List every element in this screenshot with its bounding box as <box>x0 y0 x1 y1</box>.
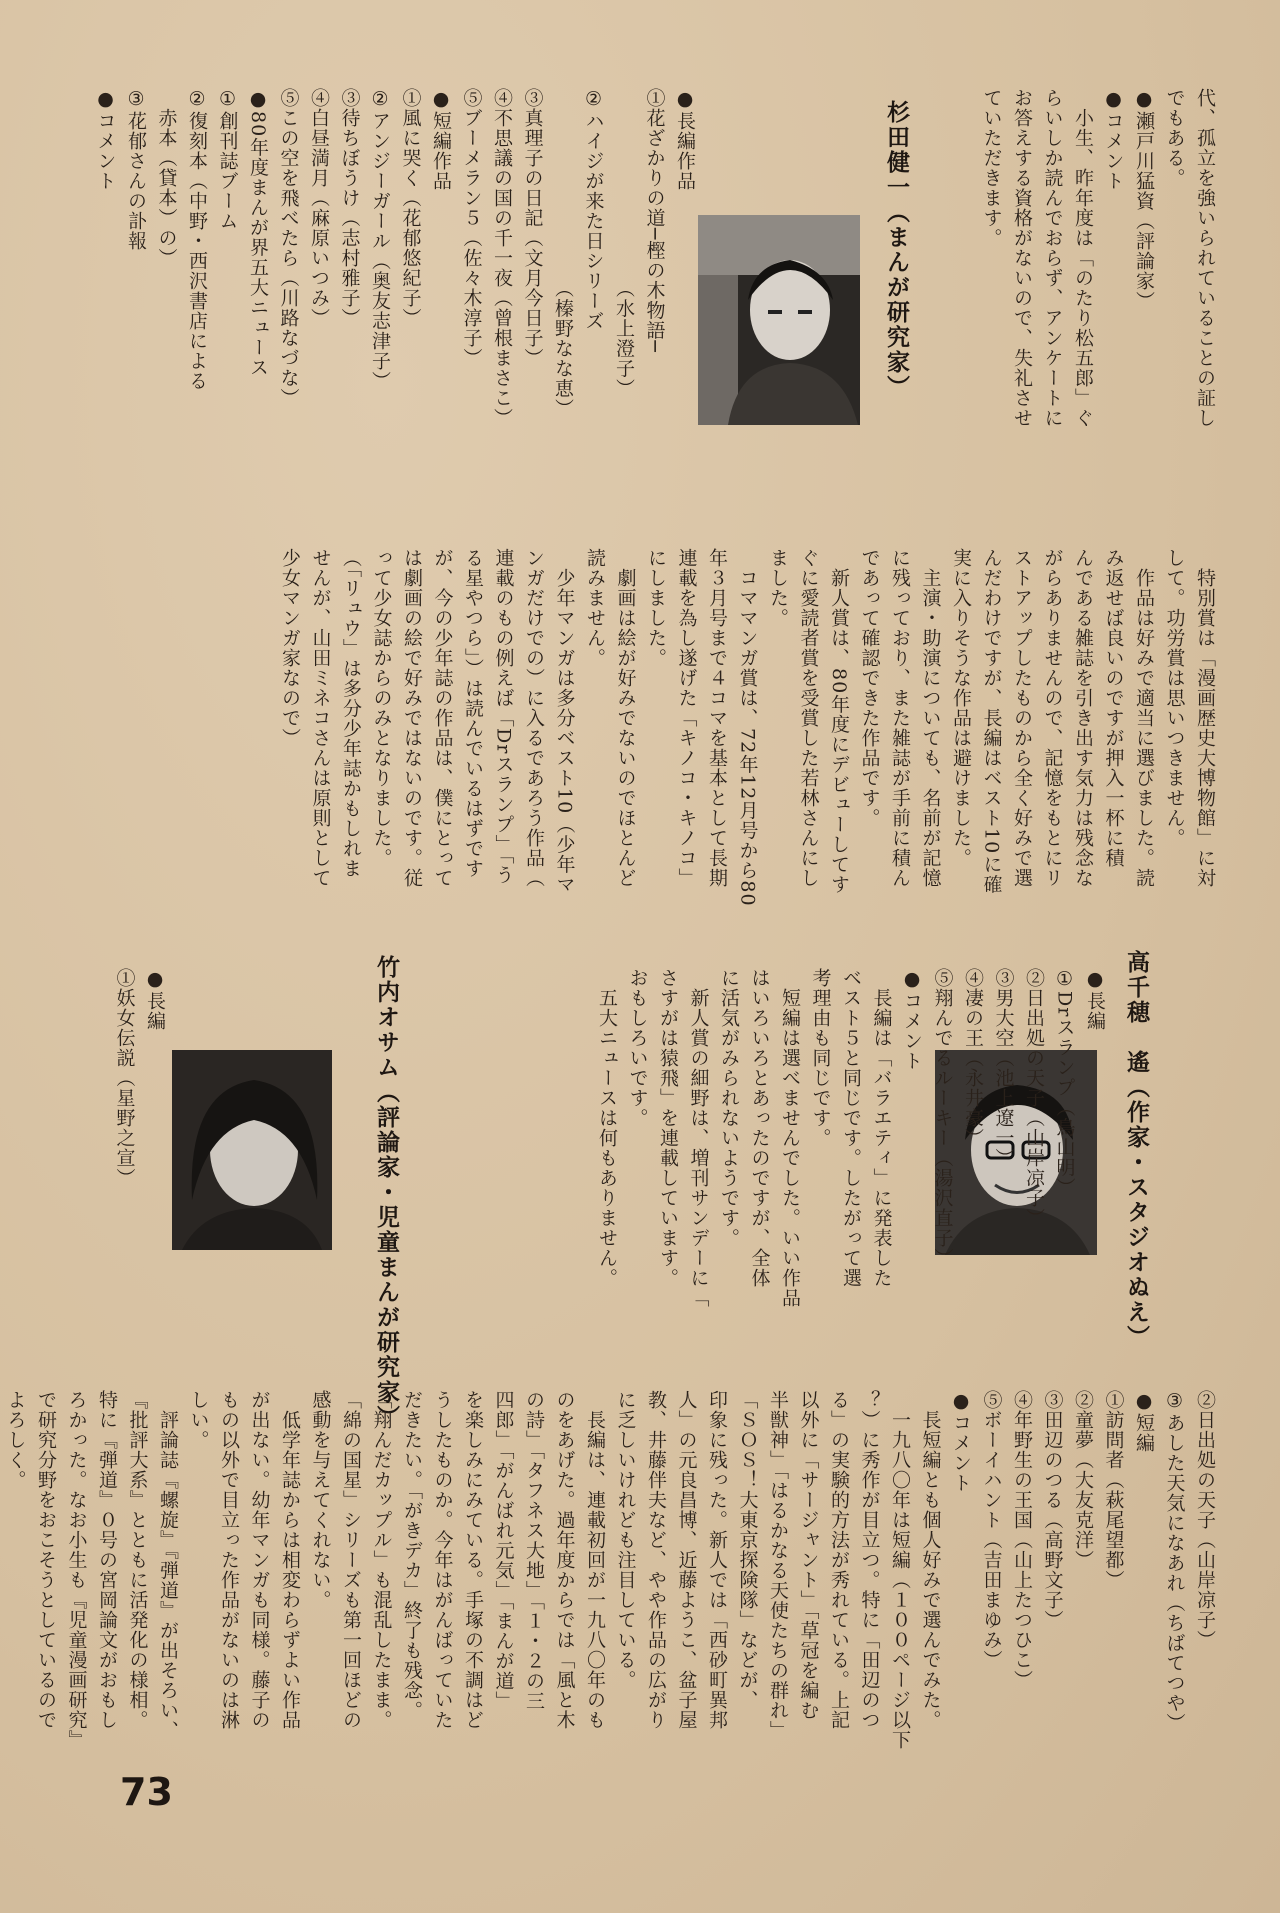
author-name-takeuchi: 竹内オサム（評論家・児童まんが研究家） <box>373 955 399 1430</box>
text-block-takachiho: ●長編 ①Drスランプ（鳥山明） ②日出処の天子（山岸凉子） ③男大空（池上遼一） ④凄の王（永井豪） ⑤翔んでるルーキー（湯沢直子） ●コメント 長編は「バラエティ」に発表した ベスト５と同じです。したがって選 考理由も同じです。 短編は選べませんでした。いい作品 はいろいろとあったのですが、全体 に活気がみられないようです。 新人賞の細野は、増刊サンデーに「 さすがは猿飛」を連載しています。 おもしろいです。 五大ニュースは何もありません。 <box>596 968 1106 1308</box>
text-block-sugita-list: ●長編作品 ①花ざかりの道─樫の木物語─ （水上澄子） ②ハイジが来た日シリーズ （榛野なな恵） ③真理子の日記（文月今日子） ④不思議の国の千一夜（曾根まさこ） ⑤ブーメラン５（佐々木淳子） ●短編作品 ①風に哭く（花郁悠紀子） ②アンジーガール（奥友志津子） ③待ちぼうけ（志村雅子） ④白昼満月（麻原いつみ） ⑤この空を飛べたら（川路なづな） ●80年度まんが界五大ニュース ①創刊誌ブーム ②復刻本（中野・西沢書店による 赤本（貸本）の） ③花郁さんの訃報 ●コメント <box>94 88 696 428</box>
author-photo-takeuchi <box>172 1050 332 1250</box>
text-block-setogawa: 代、孤立を強いられていることの証し でもある。 ●瀬戸川猛資（評論家） ●コメント 小生、昨年度は「のたり松五郎」ぐ らいしか読んでおらず、アンケートに お答えする資格がないので、失礼させ ていただきます。 <box>980 88 1216 428</box>
portrait-image <box>172 1050 332 1250</box>
page-number: 73 <box>120 1770 173 1814</box>
portrait-image <box>698 215 860 425</box>
text-block-sugita-comment: 特別賞は「漫画歴史大博物館」に対 して。功労賞は思いつきません。 作品は好みで適当に選びました。読 み返せば良いのですが押入一杯に積 んである雑誌を引き出す気力は残念な がらありませんので、記憶をもとにリ ストアップしたものから全く好みで選 んだわけですが、長編はベスト10に確 実に入りそうな作品は避けました。 主演・助演についても、名前が記憶 に残っており、また雑誌が手前に積ん であって確認できた作品です。 新人賞は、80年度にデビューしてす ぐに愛読者賞を受賞した若林さんにし ました。 コママンガ賞は、72年12月号から80 年３月号まで４コマを基本として長期 連載を為し遂げた「キノコ・キノコ」 にしました。 劇画は絵が好みでないのでほとんど 読みません。 少年マンガは多分ベスト10（少年マ ンガだけでの）に入るであろう作品（ 連載のもの例えば「Drスランプ」「う る星やつら」）は読んでいるはずです が、今の少年誌の作品は、僕にとって は劇画の絵で好みではないのです。従 って少女誌からのみとなりました。 （「リュウ」は多分少年誌かもしれま せんが、山田ミネコさんは原則として 少女マンガ家なので） <box>279 548 1216 907</box>
author-name-sugita: 杉田健一（まんが研究家） <box>883 100 909 400</box>
author-photo-sugita <box>698 215 860 425</box>
text-block-takeuchi-list: ●長編 ①妖女伝説（星野之宣） <box>113 968 166 1188</box>
author-name-takachiho: 高千穂 遙（作家・スタジオぬえ） <box>1123 950 1149 1350</box>
text-block-takeuchi-comment: ②日出処の天子（山岸凉子） ③あした天気になあれ（ちばてつや） ●短編 ①訪問者（萩尾望都） ②童夢（大友克洋） ③田辺のつる（高野文子） ④年野生の王国（山上たつひこ） ⑤ボーイハント（吉田まゆみ） ●コメント 長短編とも個人好みで選んでみた。 一九八〇年は短編（１００ページ以下 ？）に秀作が目立つ。特に「田辺のつ る」の実験的方法が秀れている。上記 以外に「サージャント」「草冠を編む 半獣神」「はるかなる天使たちの群れ」 「ＳＯＳ！大東京探険隊」などが、 印象に残った。新人では「西砂町異邦 人」の元良昌博、近藤ようこ、盆子屋 教、井藤伴夫など、やや作品の広がり に乏しいけれども注目している。 長編は、連載初回が一九八〇年のも のをあげた。過年度からでは「風と木 の詩」「タフネス大地」「１・２の三 四郎」「がんばれ元気」「まんが道」 を楽しみにみている。手塚の不調はど うしたものか。今年はがんばっていた だきたい。「がきデカ」終了も残念。 「翔んだカップル」も混乱したまま。 「綿の国星」シリーズも第一回ほどの 感動を与えてくれない。 低学年誌からは相変わらずよい作品 が出ない。幼年マンガも同様。藤子の もの以外で目立った作品がないのは淋 しい。 評論誌『螺旋』『弾道』が出そろい、 『批評大系』とともに活発化の様相。 特に『弾道』０号の宮岡論文がおもし ろかった。なお小生も『児童漫画研究』 で研究分野をおこそうとしているので よろしく。 <box>4 1390 1216 1750</box>
